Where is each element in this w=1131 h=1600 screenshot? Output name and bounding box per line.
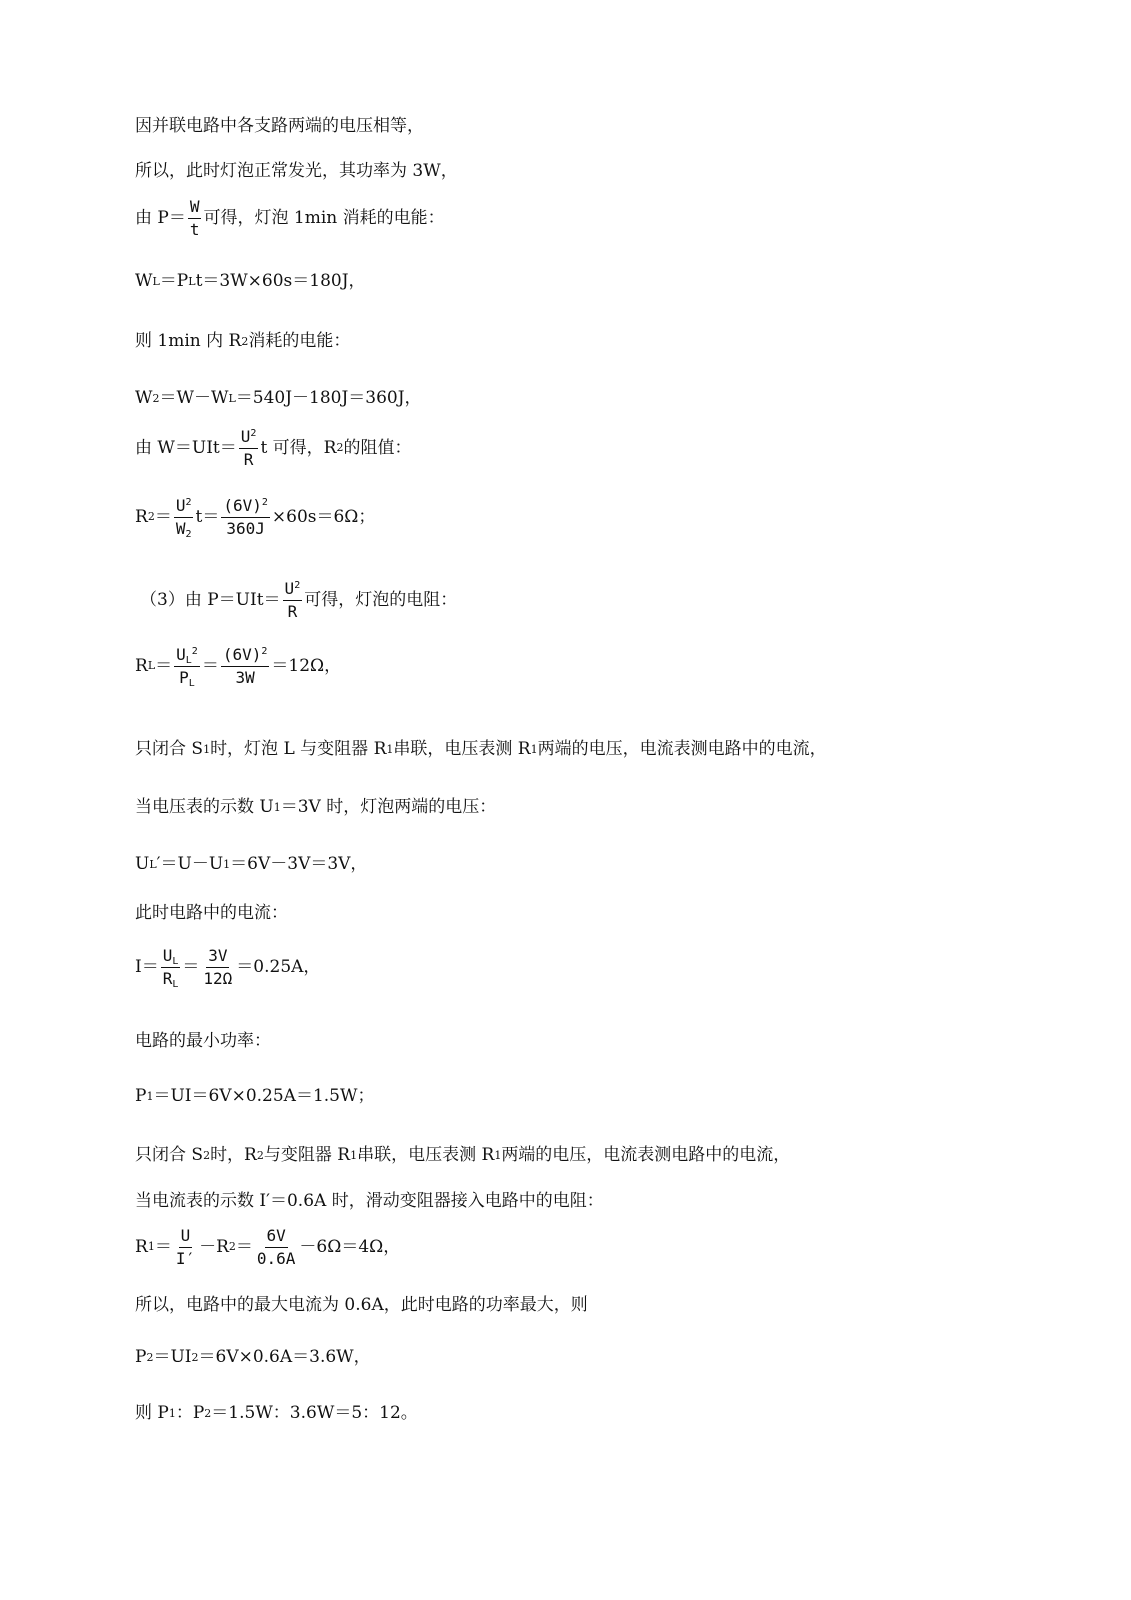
fraction-6v2-over-3w: $(6V)^2$ 3W [222,645,268,687]
line-8: R 2 ＝ $U^2$ $W_2$ t＝ $\frac{(6V)^2}{360J}$ ×60s＝6Ω； [135,496,376,540]
fraction-u2-over-r-2: $U^2$ R [284,579,301,621]
line-12: 当电压表的示数 U 1 ＝3V 时，灯泡两端的电压： [135,797,497,817]
line-2: 所以，此时灯泡正常发光，其功率为 3W， [135,161,458,181]
line-9: （3）由 P＝UIt＝ $U^2$ R 可得，灯泡的电阻： [140,579,458,621]
line-22: P 2 ＝UI 2 ＝6V×0.6A＝3.6W， [135,1347,371,1367]
line-6: W 2 ＝W－W L ＝540J－180J＝360J， [135,388,422,408]
line-15: I＝ $U_L$ $R_L$ ＝ 3V 12Ω ＝0.25A， [135,946,321,990]
line-23: 则 P 1 ：P 2 ＝1.5W：3.6W＝5：12。 [135,1403,418,1423]
line-7: 由 W＝UIt＝ $U^2$ R t 可得，R 2 的阻值： [135,427,412,469]
fraction-ul-over-rl: $U_L$ $R_L$ [162,946,179,990]
line-5: 则 1min 内 R 2 消耗的电能： [135,331,351,351]
fraction-u2-over-w2: $U^2$ $W_2$ [175,496,192,540]
line-4: W L ＝P L t＝3W×60s＝180J， [135,271,366,291]
fraction-u-over-iprime: U I′ [175,1226,196,1268]
line-10: R L ＝ $U_L^2$ $P_L$ ＝ $(6V)^2$ 3W ＝12Ω， [135,645,342,689]
line-14: 此时电路中的电流： [135,903,288,923]
line-18: 只闭合 S 2 时，R 2 与变阻器 R 1 串联，电压表测 R 1 两端的电压，电流表测电路中的电流， [135,1145,791,1165]
line-19: 当电流表的示数 I′＝0.6A 时，滑动变阻器接入电路中的电阻： [135,1191,604,1211]
line-13: U L ′＝U－U 1 ＝6V－3V＝3V， [135,854,368,874]
line-21: 所以，电路中的最大电流为 0.6A，此时电路的功率最大，则 [135,1295,588,1315]
line-11: 只闭合 S 1 时，灯泡 L 与变阻器 R 1 串联，电压表测 R 1 两端的电压，电流表测电路中的电流， [135,739,827,759]
fraction-ul2-over-pl: $U_L^2$ $P_L$ [176,645,198,689]
line-3: 由 P＝ W t 可得，灯泡 1min 消耗的电能： [135,197,445,239]
fraction-w-over-t: W t [189,197,200,239]
fraction-6v2-over-360j: $\frac{(6V)^2}{360J}$ [223,496,268,538]
fraction-6v-over-0.6a: 6V 0.6A [256,1226,296,1268]
line-20: R 1 ＝ U I′ －R 2 ＝ 6V 0.6A －6Ω＝4Ω， [135,1226,401,1268]
fraction-u2-over-r: $U^2$ R [240,427,257,469]
line-1: 因并联电路中各支路两端的电压相等， [135,116,424,136]
line-17: P 1 ＝UI＝6V×0.25A＝1.5W； [135,1086,375,1106]
line-16: 电路的最小功率： [135,1031,271,1051]
fraction-3v-over-12ohm: 3V 12Ω [203,946,233,988]
